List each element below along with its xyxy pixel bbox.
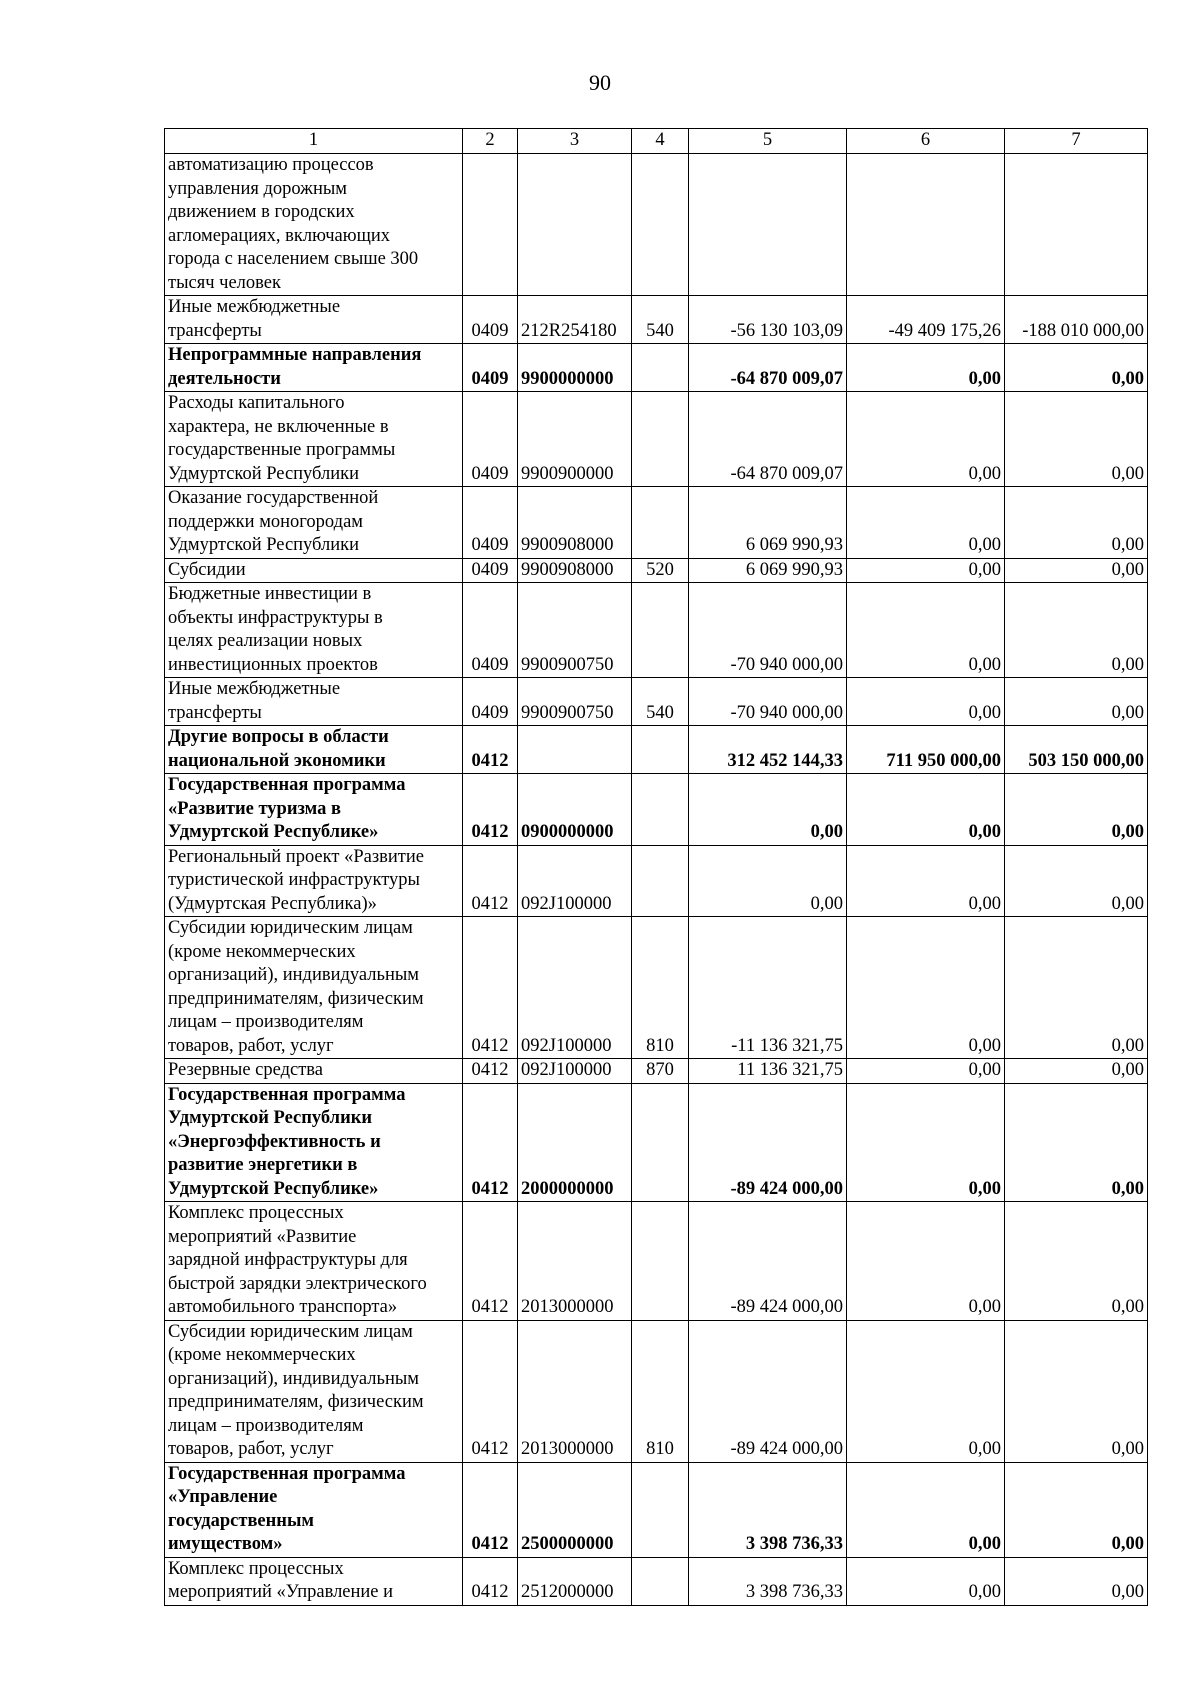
- amount-col7-cell: 503 150 000,00: [1005, 726, 1148, 774]
- amount-col7-cell: 0,00: [1005, 558, 1148, 583]
- row-name-line: лицам – производителям: [168, 1012, 364, 1032]
- section-code-cell: 0412: [463, 1462, 518, 1557]
- amount-col5-cell: -89 424 000,00: [689, 1202, 847, 1321]
- amount-col6-cell: 0,00: [847, 1202, 1005, 1321]
- row-name-line: Оказание государственной: [168, 488, 379, 508]
- row-name-cell: [165, 726, 463, 774]
- target-code-cell: 2500000000: [518, 1462, 632, 1557]
- row-name-cell: [165, 1557, 463, 1605]
- amount-col6-cell: 0,00: [847, 487, 1005, 559]
- row-name-cell: [165, 583, 463, 678]
- amount-col7-cell: 0,00: [1005, 774, 1148, 846]
- row-name-cell: [165, 678, 463, 726]
- amount-col5-cell: 3 398 736,33: [689, 1462, 847, 1557]
- target-code-cell: 9900900750: [518, 583, 632, 678]
- row-name-line: быстрой зарядки электрического: [168, 1273, 427, 1294]
- target-code-cell: 092J100000: [518, 845, 632, 917]
- row-name-line: Субсидии: [168, 559, 246, 580]
- expense-type-cell: [632, 583, 689, 678]
- row-name-line: (кроме некоммерческих: [168, 1345, 356, 1365]
- amount-col5-cell: 0,00: [689, 774, 847, 846]
- column-header: 1: [165, 129, 463, 154]
- amount-col6-cell: 0,00: [847, 392, 1005, 487]
- row-name-line: предпринимателям, физическим: [168, 988, 424, 1009]
- target-code-cell: 2000000000: [518, 1083, 632, 1202]
- amount-col6-cell: [847, 154, 1005, 296]
- table-row: [165, 487, 1148, 559]
- row-name-line: Удмуртской Республике»: [168, 822, 379, 842]
- row-name-line: зарядной инфраструктуры для: [168, 1250, 408, 1270]
- row-name-cell: [165, 1320, 463, 1462]
- amount-col6-cell: -49 409 175,26: [847, 296, 1005, 344]
- section-code-cell: 0409: [463, 392, 518, 487]
- row-name-line: Другие вопросы в области: [168, 727, 389, 747]
- target-code-cell: 2013000000: [518, 1320, 632, 1462]
- row-name-line: лицам – производителям: [168, 1415, 364, 1436]
- amount-col5-cell: -56 130 103,09: [689, 296, 847, 344]
- table-row: [165, 1557, 1148, 1605]
- expense-type-cell: [632, 1557, 689, 1605]
- section-code-cell: 0412: [463, 1059, 518, 1084]
- row-name-line: целях реализации новых: [168, 631, 363, 651]
- expense-type-cell: [632, 344, 689, 392]
- table-row: [165, 845, 1148, 917]
- row-name-line: товаров, работ, услуг: [168, 1439, 334, 1459]
- amount-col6-cell: 0,00: [847, 583, 1005, 678]
- amount-col7-cell: 0,00: [1005, 1557, 1148, 1605]
- expense-type-cell: [632, 845, 689, 917]
- amount-col5-cell: 6 069 990,93: [689, 558, 847, 583]
- section-code-cell: 0409: [463, 583, 518, 678]
- row-name-line: поддержки моногородам: [168, 511, 363, 532]
- section-code-cell: 0412: [463, 726, 518, 774]
- row-name-line: Государственная программа: [168, 1084, 406, 1105]
- column-header: 6: [847, 129, 1005, 154]
- row-name-line: автомобильного транспорта»: [168, 1297, 398, 1317]
- table-row: [165, 392, 1148, 487]
- target-code-cell: [518, 726, 632, 774]
- row-name-line: Бюджетные инвестиции в: [168, 584, 372, 604]
- amount-col5-cell: 0,00: [689, 845, 847, 917]
- table-row: [165, 154, 1148, 296]
- expense-type-cell: [632, 726, 689, 774]
- row-name-line: объекты инфраструктуры в: [168, 607, 383, 628]
- target-code-cell: 9900908000: [518, 558, 632, 583]
- row-name-line: товаров, работ, услуг: [168, 1035, 334, 1056]
- row-name-line: города с населением свыше 300: [168, 249, 419, 269]
- row-name-line: Расходы капитального: [168, 393, 345, 413]
- expense-type-cell: 810: [632, 1320, 689, 1462]
- section-code-cell: 0412: [463, 1557, 518, 1605]
- table-row: [165, 296, 1148, 344]
- amount-col7-cell: 0,00: [1005, 678, 1148, 726]
- table-row: [165, 1083, 1148, 1202]
- expense-type-cell: 540: [632, 296, 689, 344]
- row-name-line: Удмуртской Республике»: [168, 1178, 379, 1199]
- amount-col6-cell: 0,00: [847, 1083, 1005, 1202]
- amount-col6-cell: 0,00: [847, 774, 1005, 846]
- row-name-cell: [165, 344, 463, 392]
- row-name-line: организаций), индивидуальным: [168, 965, 419, 985]
- target-code-cell: [518, 154, 632, 296]
- table-row: [165, 1320, 1148, 1462]
- row-name-line: (Удмуртская Республика)»: [168, 893, 377, 914]
- amount-col5-cell: 6 069 990,93: [689, 487, 847, 559]
- expense-type-cell: [632, 1462, 689, 1557]
- section-code-cell: [463, 154, 518, 296]
- table-row: [165, 583, 1148, 678]
- row-name-line: Региональный проект «Развитие: [168, 846, 424, 867]
- row-name-line: Государственная программа: [168, 775, 406, 795]
- table-row: [165, 726, 1148, 774]
- table-row: [165, 1059, 1148, 1084]
- amount-col5-cell: -89 424 000,00: [689, 1320, 847, 1462]
- expense-type-cell: [632, 1202, 689, 1321]
- row-name-line: организаций), индивидуальным: [168, 1368, 419, 1389]
- row-name-line: государственным: [168, 1510, 315, 1531]
- amount-col7-cell: 0,00: [1005, 344, 1148, 392]
- row-name-line: туристической инфраструктуры: [168, 870, 420, 890]
- expense-type-cell: [632, 154, 689, 296]
- amount-col5-cell: 11 136 321,75: [689, 1059, 847, 1084]
- expense-type-cell: [632, 487, 689, 559]
- row-name-cell: [165, 487, 463, 559]
- section-code-cell: 0409: [463, 558, 518, 583]
- table-row: [165, 774, 1148, 846]
- amount-col6-cell: 0,00: [847, 1557, 1005, 1605]
- row-name-cell: [165, 296, 463, 344]
- row-name-line: Непрограммные направления: [168, 345, 422, 365]
- target-code-cell: 0900000000: [518, 774, 632, 846]
- section-code-cell: 0412: [463, 774, 518, 846]
- row-name-line: управления дорожным: [168, 178, 348, 199]
- row-name-line: трансферты: [168, 320, 262, 341]
- table-row: [165, 344, 1148, 392]
- row-name-line: трансферты: [168, 702, 262, 723]
- row-name-cell: [165, 917, 463, 1059]
- amount-col5-cell: 3 398 736,33: [689, 1557, 847, 1605]
- table-header-row: [165, 129, 1148, 154]
- table-row: [165, 678, 1148, 726]
- row-name-line: государственные программы: [168, 440, 396, 460]
- section-code-cell: 0412: [463, 845, 518, 917]
- column-header: 5: [689, 129, 847, 154]
- amount-col6-cell: 0,00: [847, 1059, 1005, 1084]
- expense-type-cell: 520: [632, 558, 689, 583]
- row-name-line: Субсидии юридическим лицам: [168, 918, 413, 938]
- amount-col7-cell: 0,00: [1005, 917, 1148, 1059]
- amount-col7-cell: 0,00: [1005, 1059, 1148, 1084]
- row-name-line: Государственная программа: [168, 1463, 406, 1484]
- section-code-cell: 0409: [463, 487, 518, 559]
- section-code-cell: 0412: [463, 917, 518, 1059]
- amount-col7-cell: [1005, 154, 1148, 296]
- row-name-line: имуществом»: [168, 1534, 283, 1554]
- amount-col5-cell: -89 424 000,00: [689, 1083, 847, 1202]
- row-name-cell: [165, 558, 463, 583]
- column-header: 7: [1005, 129, 1148, 154]
- amount-col6-cell: 0,00: [847, 344, 1005, 392]
- row-name-line: Иные межбюджетные: [168, 679, 341, 699]
- amount-col6-cell: 0,00: [847, 1462, 1005, 1557]
- target-code-cell: 2013000000: [518, 1202, 632, 1321]
- amount-col6-cell: 0,00: [847, 845, 1005, 917]
- row-name-line: инвестиционных проектов: [168, 654, 378, 675]
- section-code-cell: 0412: [463, 1202, 518, 1321]
- amount-col6-cell: 711 950 000,00: [847, 726, 1005, 774]
- row-name-line: агломерациях, включающих: [168, 225, 390, 246]
- row-name-cell: [165, 845, 463, 917]
- row-name-cell: [165, 1059, 463, 1084]
- amount-col7-cell: 0,00: [1005, 583, 1148, 678]
- amount-col6-cell: 0,00: [847, 678, 1005, 726]
- target-code-cell: 9900000000: [518, 344, 632, 392]
- column-header: 3: [518, 129, 632, 154]
- row-name-line: Удмуртской Республики: [168, 463, 360, 484]
- amount-col7-cell: 0,00: [1005, 1202, 1148, 1321]
- row-name-cell: [165, 774, 463, 846]
- row-name-line: Удмуртской Республики: [168, 535, 360, 555]
- row-name-line: мероприятий «Управление и: [168, 1582, 394, 1602]
- target-code-cell: 9900900750: [518, 678, 632, 726]
- row-name-line: развитие энергетики в: [168, 1155, 358, 1175]
- expense-type-cell: 810: [632, 917, 689, 1059]
- row-name-line: Комплекс процессных: [168, 1203, 344, 1223]
- expense-type-cell: [632, 774, 689, 846]
- column-header: 4: [632, 129, 689, 154]
- section-code-cell: 0409: [463, 678, 518, 726]
- section-code-cell: 0409: [463, 296, 518, 344]
- amount-col6-cell: 0,00: [847, 917, 1005, 1059]
- table-row: [165, 1462, 1148, 1557]
- row-name-cell: [165, 1462, 463, 1557]
- row-name-line: Удмуртской Республики: [168, 1108, 373, 1128]
- target-code-cell: 2512000000: [518, 1557, 632, 1605]
- expense-type-cell: [632, 392, 689, 487]
- target-code-cell: 9900900000: [518, 392, 632, 487]
- section-code-cell: 0409: [463, 344, 518, 392]
- target-code-cell: 9900908000: [518, 487, 632, 559]
- table-row: [165, 1202, 1148, 1321]
- row-name-line: национальной экономики: [168, 750, 386, 771]
- amount-col5-cell: 312 452 144,33: [689, 726, 847, 774]
- amount-col7-cell: 0,00: [1005, 1083, 1148, 1202]
- row-name-line: (кроме некоммерческих: [168, 941, 356, 962]
- amount-col7-cell: 0,00: [1005, 487, 1148, 559]
- row-name-cell: [165, 154, 463, 296]
- expense-type-cell: [632, 1083, 689, 1202]
- row-name-line: мероприятий «Развитие: [168, 1226, 357, 1247]
- amount-col6-cell: 0,00: [847, 558, 1005, 583]
- amount-col5-cell: [689, 154, 847, 296]
- row-name-line: «Развитие туризма в: [168, 798, 342, 819]
- row-name-line: деятельности: [168, 368, 281, 389]
- target-code-cell: 092J100000: [518, 917, 632, 1059]
- target-code-cell: 212R254180: [518, 296, 632, 344]
- row-name-cell: [165, 1202, 463, 1321]
- section-code-cell: 0412: [463, 1083, 518, 1202]
- target-code-cell: 092J100000: [518, 1059, 632, 1084]
- row-name-line: предпринимателям, физическим: [168, 1392, 424, 1412]
- amount-col5-cell: -11 136 321,75: [689, 917, 847, 1059]
- row-name-line: Резервные средства: [168, 1060, 323, 1080]
- expense-type-cell: 540: [632, 678, 689, 726]
- row-name-cell: [165, 1083, 463, 1202]
- amount-col7-cell: 0,00: [1005, 845, 1148, 917]
- expense-type-cell: 870: [632, 1059, 689, 1084]
- amount-col5-cell: -64 870 009,07: [689, 344, 847, 392]
- section-code-cell: 0412: [463, 1320, 518, 1462]
- column-header: 2: [463, 129, 518, 154]
- budget-table: [164, 128, 1148, 1606]
- table-body: [165, 129, 1148, 1606]
- amount-col5-cell: -64 870 009,07: [689, 392, 847, 487]
- row-name-line: тысяч человек: [168, 272, 281, 293]
- table-row: [165, 558, 1148, 583]
- amount-col7-cell: 0,00: [1005, 1462, 1148, 1557]
- row-name-line: Субсидии юридическим лицам: [168, 1321, 413, 1342]
- amount-col5-cell: -70 940 000,00: [689, 583, 847, 678]
- amount-col5-cell: -70 940 000,00: [689, 678, 847, 726]
- amount-col7-cell: 0,00: [1005, 392, 1148, 487]
- amount-col6-cell: 0,00: [847, 1320, 1005, 1462]
- page-number: 90: [589, 70, 611, 95]
- row-name-line: Комплекс процессных: [168, 1558, 344, 1579]
- table-row: [165, 917, 1148, 1059]
- row-name-line: автоматизацию процессов: [168, 155, 374, 175]
- row-name-line: «Управление: [168, 1487, 278, 1507]
- row-name-line: «Энергоэффективность и: [168, 1131, 381, 1152]
- row-name-line: Иные межбюджетные: [168, 297, 341, 317]
- row-name-line: характера, не включенные в: [168, 416, 389, 437]
- amount-col7-cell: -188 010 000,00: [1005, 296, 1148, 344]
- row-name-cell: [165, 392, 463, 487]
- row-name-line: движением в городских: [168, 202, 355, 222]
- amount-col7-cell: 0,00: [1005, 1320, 1148, 1462]
